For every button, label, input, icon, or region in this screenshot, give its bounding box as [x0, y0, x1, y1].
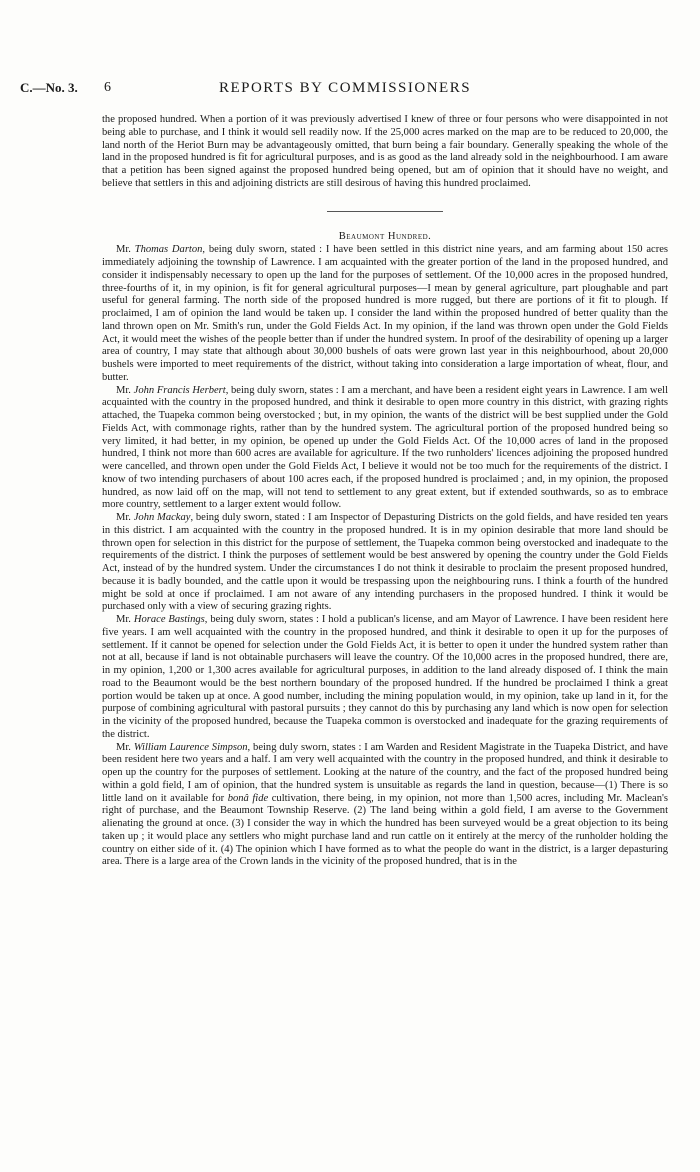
- section-divider: [327, 211, 443, 212]
- testimony-mackay: [102, 512, 668, 614]
- testimony-text: , being duly sworn, stated : I am Inspector of Depasturing Districts on the gold fields, and have resided ten years in this district. I am acquainted with the country in the proposed hundred. It is in my opinion desirable that more land should be thrown open for selection in this district for the purpose of settlement, the Tuapeka common being overstocked and inadequate to the requirements of the district. I think the purposes of settlement would be best answered by opening the country under the Gold Fields Act, instead of by the hundred system. Under the circumstances I do not think it desirable to proclaim the present proposed hundred, because it is badly bounded, and the cattle upon it would be trespassing upon the neighbouring runs. I think a fourth of the hundred might be sold at once if proclaimed. I am not aware of any intending purchasers in the proposed hundred. I think it would be purchased only with a view of securing grazing rights.: [102, 512, 668, 613]
- honorific: Mr.: [116, 512, 134, 523]
- testimony-simpson: [102, 742, 668, 870]
- honorific: Mr.: [116, 741, 134, 753]
- witness-name: John Francis Herbert: [133, 384, 226, 396]
- witness-name: Horace Bastings: [133, 614, 205, 625]
- continued-paragraph: the proposed hundred. When a portion of it was previously advertised I knew of three or four persons who were disappointed in not being able to purchase, and I think it would sell readily now. If the 25,000 acres marked on the map are to be reduced to 20,000, the land north of the Heriot Burn may be advantageously omitted, that burn being a fair boundary. Generally speaking the whole of the land in the proposed hundred is fit for agricultural purposes, and is as good as the land already sold in the neighbourhood. I am aware that a petition has been signed against the proposed hundred being opened, but am of opinion that it should have no weight, and believe that settlers in this and adjoining districts are still desirous of having this hundred proclaimed.: [102, 114, 668, 189]
- testimony-darton: [102, 244, 668, 384]
- witness-name: Thomas Darton: [134, 244, 203, 256]
- honorific: Mr.: [116, 614, 134, 625]
- honorific: Mr.: [116, 244, 135, 256]
- page-number: 6: [104, 80, 111, 95]
- page-body: [102, 114, 668, 869]
- testimony-bastings: [102, 614, 668, 742]
- running-title: REPORTS BY COMMISSIONERS: [218, 80, 472, 96]
- honorific: Mr.: [116, 384, 134, 396]
- page-header: [20, 80, 670, 100]
- testimony-herbert: [102, 385, 668, 513]
- testimony-text: , being duly sworn, states : I am Warden and Resident Magistrate in the Tuapeka District, and have been resident here two years and a half. I am very well acquainted with the country in the proposed hundred, and think it desirable to open up the country for the purposes of settlement. Looking at the nature of the country, and the fact of the proposed hundred being within a gold field, I am of opinion, that the hundred system is unsuitable as regards the land in question, because—(1) There is so little land on it available for: [102, 741, 668, 804]
- testimony-text-cont: cultivation, there being, in my opinion, not more than 1,500 acres, including Mr. Maclean's right of purchase, and the Beaumont Township Reserve. (2) The land being within a gold field, I am averse to the Government alienating the ground at once. (3) I consider the way in which the hundred has been surveyed would be a great objection to its being taken up ; it would place any settlers who might purchase land and run cattle on it entirely at the mercy of the runholder holding the country on either side of it. (4) The opinion which I have formed as to what the people do want in the district, is a larger depasturing area. There is a large area of the Crown lands in the vicinity of the proposed hundred, that is in the: [102, 792, 669, 868]
- testimony-text: , being duly sworn, states : I am a merchant, and have been a resident eight years in Lawrence. I am well acquainted with the country in the proposed hundred, and think it desirable to open more country in this district, with grazing rights attached, the Tuapeka common being overstocked ; but, in my opinion, the wants of the district will be best supplied under the Gold Fields Act, with commonage rights, rather than by the hundred system. The agricultural portion of the proposed hundred being so very limited, it had better, in my opinion, be opened up under the Gold Fields Act. Of the 10,000 acres of land in the proposed hundred, I think not more than 600 acres are available for agriculture. If the two runholders' licences adjoining the proposed hundred were cancelled, and thrown open under the Gold Fields Act, I believe it would not be too much for the requirements of the district. I know of two intending purchasers of about 100 acres each, if the proposed hundred is proclaimed ; and, in my opinion, the proposed hundred, as now laid off on the map, will not tend to settlement to any great extent, but if extended southwards, so as to embrace more country, settlement to a larger extent would follow.: [102, 384, 669, 511]
- italic-phrase: bonâ fide: [227, 792, 269, 804]
- section-heading: Beaumont Hundred.: [338, 230, 432, 242]
- testimony-text: , being duly sworn, stated : I have been settled in this district nine years, and am farming about 150 acres immediately adjoining the township of Lawrence. I am acquainted with the greater portion of the land in the proposed hundred, and consider it indispensably necessary to open up the land for the purposes of settlement. Of the 10,000 acres in the proposed hundred, three-fourths of it, in my opinion, is fit for general agricultural purposes—I mean by general agriculture, part ploughable and part useful for general farming. The north side of the proposed hundred is more rugged, but there are portions of it fit to plough. If proclaimed, I am of opinion the land would be taken up. I consider the land within the proposed hundred of better quality than the land thrown open on Mr. Smith's run, under the Gold Fields Act. In my opinion, if the land was thrown open under the Gold Fields Act, it would meet the wishes of the people better than if under the hundred system. In proof of the desirability of opening up a larger area of country, I may state that although about 30,000 bushels of oats were grown last year in this neighbourhood, about 20,000 bushels were imported to meet requirements of the district, without taking into consideration a large importation of wheat, flour, and butter.: [102, 244, 668, 383]
- document-reference: C.—No. 3.: [20, 80, 78, 95]
- witness-name: William Laurence Simpson: [133, 741, 248, 753]
- testimony-text: , being duly sworn, states : I hold a publican's license, and am Mayor of Lawrence. I have been resident here five years. I am well acquainted with the country in the proposed hundred, and think it desirable to open it up for the purposes of settlement. If it cannot be opened for selection under the Gold Fields Act, it is better to open it under the hundred system rather than not at all, because if land is not obtainable purchasers will leave the country. Of the 10,000 acres in the proposed hundred, there are, in my opinion, 1,200 or 1,300 acres available for agricultural purposes, in addition to the land already disposed of. I think the main road to the Beaumont would be the best northern boundary of the proposed hundred. If the hundred be proclaimed I think a great portion would be taken up at once. A good number, including the mining population would, in my opinion, take up land in it, for the purpose of combining agricultural with pastoral pursuits ; they cannot do this by purchasing any land which is now open for selection in the vicinity of the proposed hundred, because the Tuapeka common is overstocked and inadequate for the grazing requirements of the district.: [102, 614, 668, 740]
- witness-name: John Mackay: [133, 512, 191, 523]
